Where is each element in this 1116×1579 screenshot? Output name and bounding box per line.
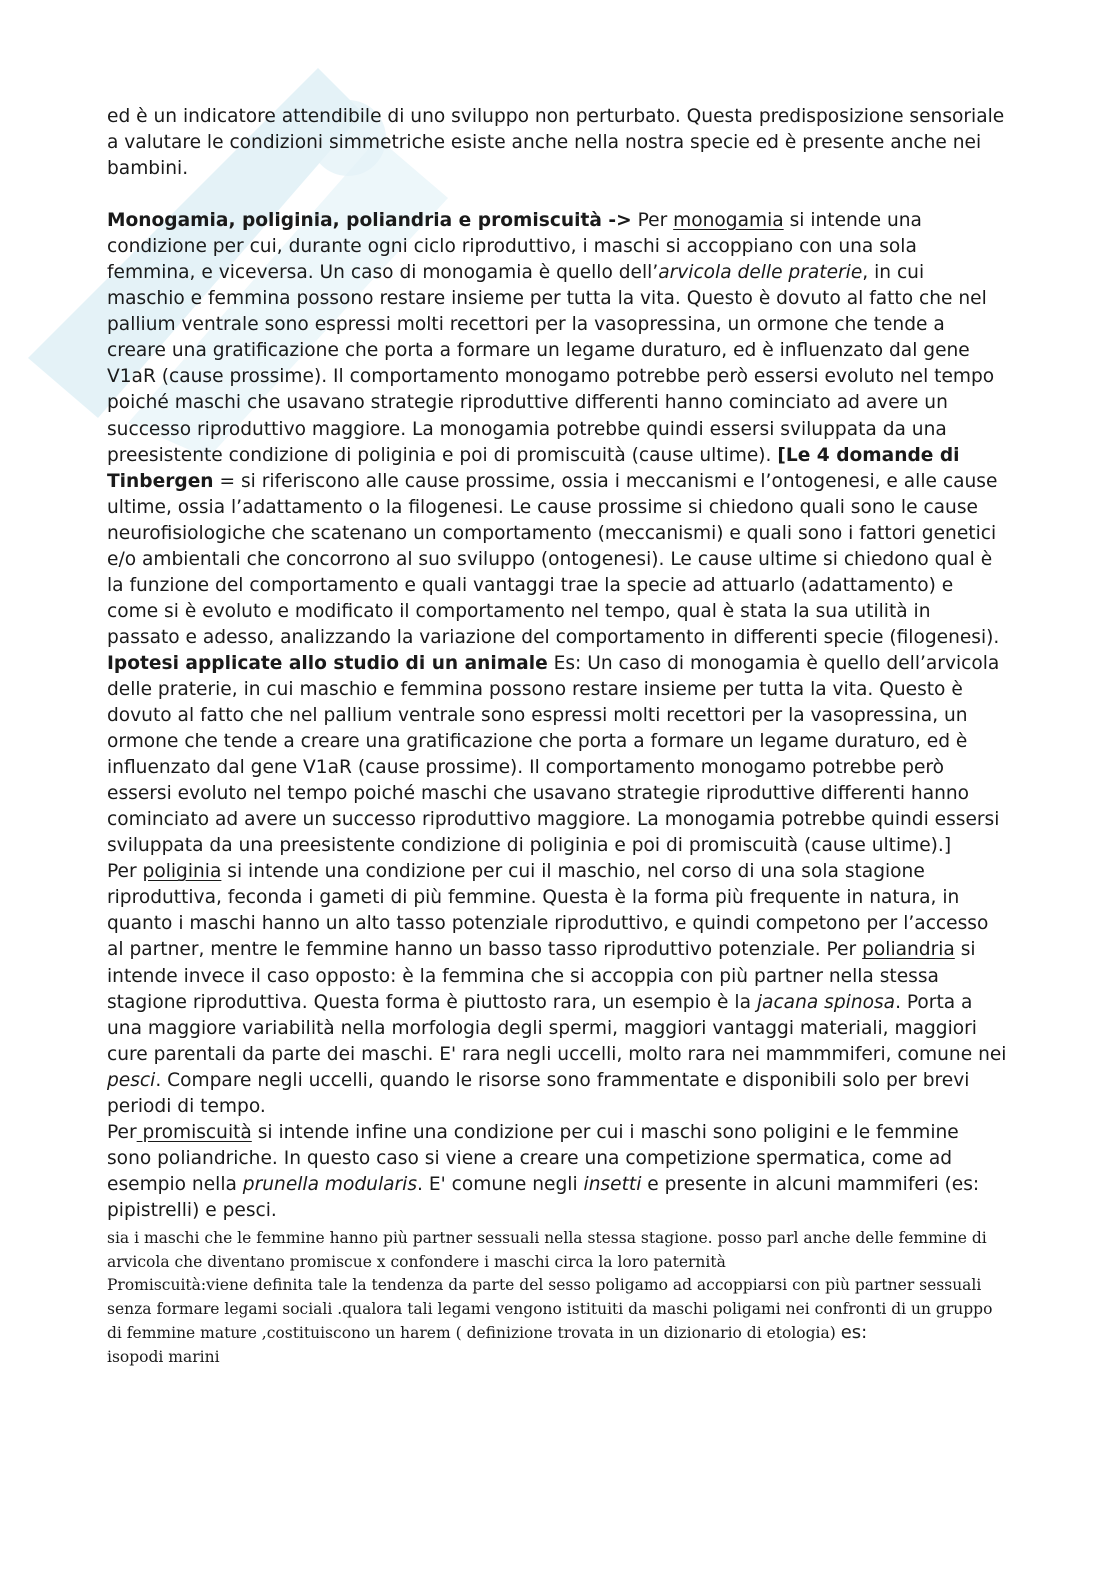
paragraph-poliginia — [107, 859, 1007, 1119]
paragraph-symmetry — [107, 104, 1007, 182]
tinbergen-heading: [Le 4 domande di Tinbergen — [107, 444, 960, 492]
taxon-name: pesci — [107, 1069, 156, 1091]
text-run: . Compare negli uccelli, quando le risorse sono frammentate e disponibili solo per brevi periodi di tempo. — [107, 1069, 970, 1117]
text-run: isopodi marini — [107, 1347, 220, 1366]
species-name: jacana spinosa — [756, 991, 896, 1013]
paragraph-monogamia — [107, 208, 1007, 859]
text-run: Per — [631, 210, 674, 232]
text-run: Per — [107, 861, 143, 883]
example-label: es: — [840, 1322, 868, 1344]
text-run: Es: Un caso di monogamia è quello dell’arvicola delle praterie, in cui maschio e femmina possono restare insieme per tutta la vita. Questo è dovuto al fatto che nel pallium ventrale sono espressi molti recettori per la vasopressina, un ormone che tende a creare una gratificazione che porta a formare un legame duraturo, ed è influenzato dal gene V1aR (cause prossime). Il comportamento monogamo potrebbe però essersi evoluto nel tempo poiché maschi che usavano strategie riproduttive differenti hanno cominciato ad avere un successo riproduttivo maggiore. La monogamia potrebbe quindi essersi sviluppata da una preesistente condizione di poliginia e poi di promiscuità (cause ultime).] — [107, 652, 1000, 857]
text-run: si intende una condizione per cui, durante ogni ciclo riproduttivo, i maschi si accoppiano con una sola femmina, e viceversa. Un caso di monogamia è quello dell’ — [107, 210, 922, 284]
text-run: e presente in alcuni mammiferi (es: pipistrelli) e pesci. — [107, 1173, 980, 1221]
text-run: si intende infine una condizione per cui i maschi sono poligini e le femmine sono poliandriche. In questo caso si viene a creare una competizione spermatica, come ad esempio nella — [107, 1121, 959, 1195]
term-monogamia: monogamia — [673, 210, 784, 232]
term-poliandria: poliandria — [862, 939, 955, 961]
note-promiscuity-2 — [107, 1274, 1007, 1369]
text-run: sia i maschi che le femmine hanno più partner sessuali nella stessa stagione. posso parl anche delle femmine di arvicola che diventano promiscue x confondere i maschi circa la loro paternità — [107, 1228, 987, 1271]
species-name: arvicola delle praterie — [658, 262, 863, 284]
text-run: . Porta a una maggiore variabilità nella morfologia degli spermi, maggiori vantaggi materiali, maggiori cure parentali da parte dei maschi. E' rara negli uccelli, molto rara nei mammmiferi, comune nei — [107, 991, 1007, 1065]
text-run: . E' comune negli — [417, 1173, 584, 1195]
note-promiscuity-1 — [107, 1227, 1007, 1274]
text-run: Per — [107, 1121, 137, 1143]
text-run: , in cui maschio e femmina possono restare insieme per tutta la vita. Questo è dovuto al fatto che nel pallium ventrale sono espressi molti recettori per la vasopressina, un ormone che tende a creare una gratificazione che porta a formare un legame duraturo, ed è influenzato dal gene V1aR (cause prossime). Il comportamento monogamo potrebbe però essersi evoluto nel tempo poiché maschi che usavano strategie riproduttive differenti hanno cominciato ad avere un successo riproduttivo maggiore. La monogamia potrebbe quindi essersi sviluppata da una preesistente condizione di poliginia e poi di promiscuità (cause ultime). — [107, 262, 995, 466]
term-promiscuita: promiscuità — [136, 1121, 252, 1143]
document-page — [107, 104, 1007, 1370]
section-heading: Monogamia, poliginia, poliandria e promiscuità -> — [107, 210, 632, 232]
text-run: si intende una condizione per cui il maschio, nel corso di una sola stagione riproduttiva, feconda i gameti di più femmine. Questa è la forma più frequente in natura, in quanto i maschi hanno un alto tasso potenziale riproduttivo, e quindi competono per l’accesso al partner, mentre le femmine hanno un basso tasso riproduttivo potenziale. Per — [107, 861, 989, 961]
text-run: Promiscuità:viene definita tale la tendenza da parte del sesso poligamo ad accoppiarsi con più partner sessuali senza formare legami sociali .qualora tali legami vengono istituiti da maschi poligami nei confronti di un gruppo di femmine mature ,costituiscono un harem ( definizione trovata in un dizionario di etologia) — [107, 1276, 993, 1343]
text-run: = si riferiscono alle cause prossime, ossia i meccanismi e l’ontogenesi, e alle cause ultime, ossia l’adattamento o la filogenesi. Le cause prossime si chiedono quali sono le cause neurofisiologiche che scatenano un comportamento (meccanismi) e quali sono i fattori genetici e/o ambientali che concorrono al suo sviluppo (ontogenesi). Le cause ultime si chiedono qual è la funzione del comportamento e quali vantaggi trae la specie ad attuarlo (adattamento) e come si è evoluto e modificato il comportamento nel tempo, qual è stata la sua utilità in passato e adesso, analizzando la variazione del comportamento in differenti specie (filogenesi). — [107, 470, 1000, 648]
species-name: prunella modularis — [242, 1173, 418, 1195]
paragraph-gap — [107, 182, 1007, 208]
term-poliginia: poliginia — [142, 861, 222, 883]
hypothesis-heading: Ipotesi applicate allo studio di un animale — [107, 652, 548, 674]
paragraph-promiscuita — [107, 1120, 1007, 1224]
text-run: si intende invece il caso opposto: è la femmina che si accoppia con più partner nella stessa stagione riproduttiva. Questa forma è piuttosto rara, un esempio è la — [107, 939, 976, 1013]
taxon-name: insetti — [583, 1173, 642, 1195]
text-run: ed è un indicatore attendibile di uno sviluppo non perturbato. Questa predisposizione sensoriale a valutare le condizioni simmetriche esiste anche nella nostra specie ed è presente anche nei bambini. — [107, 106, 1005, 180]
